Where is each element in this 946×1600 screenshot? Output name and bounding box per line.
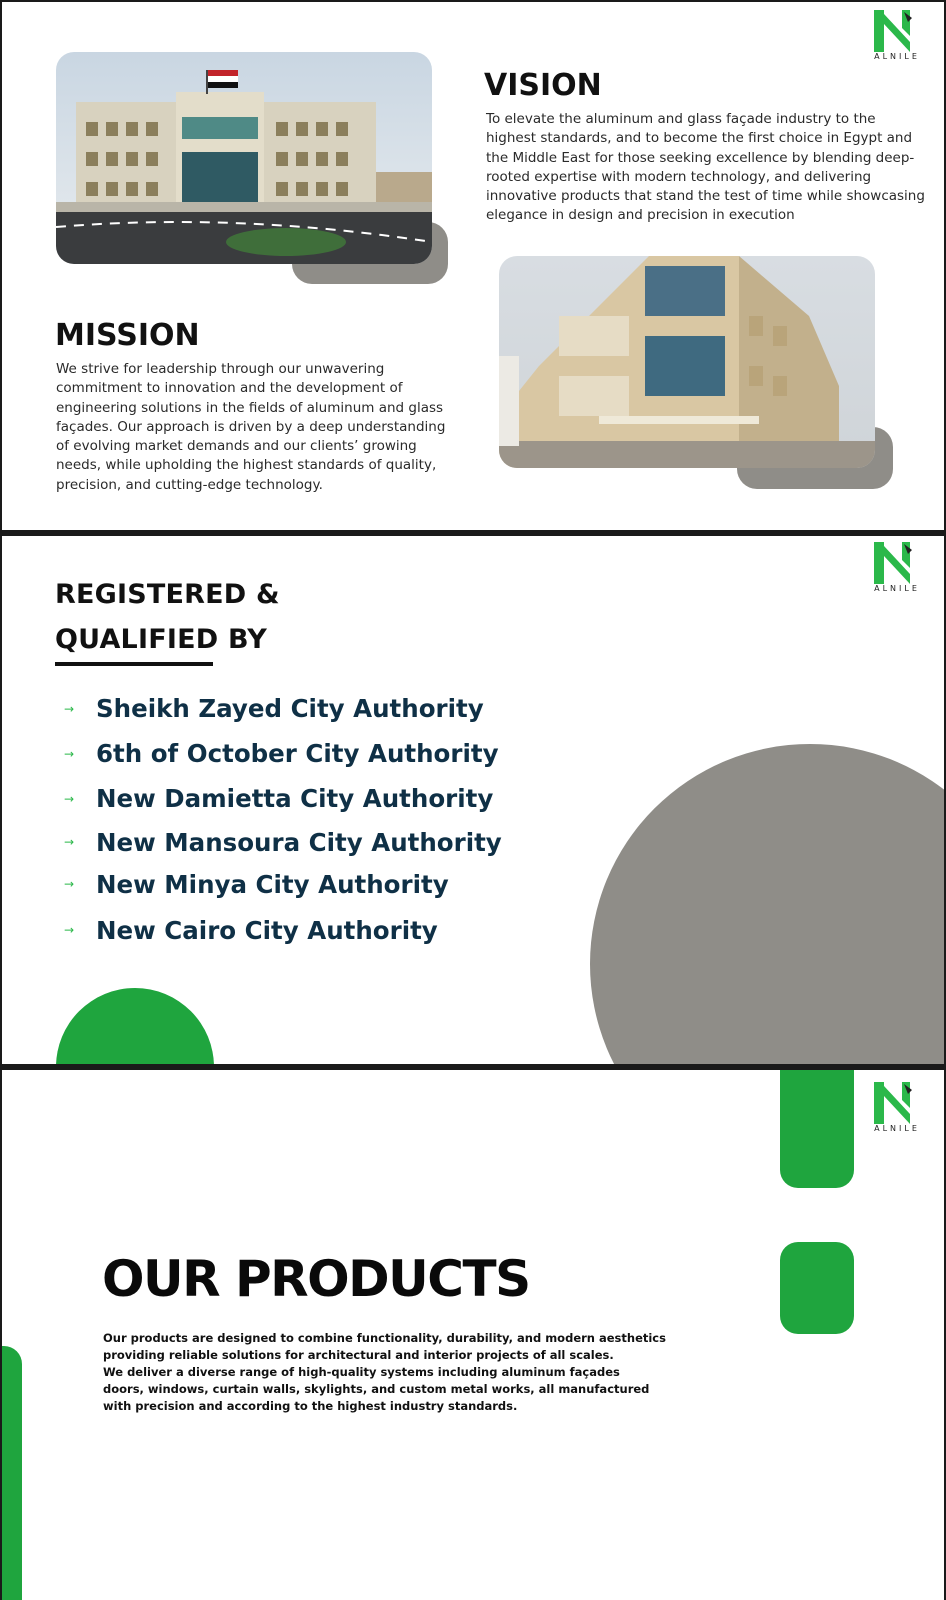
decorative-circle	[590, 744, 944, 1064]
vision-heading: VISION	[484, 68, 602, 103]
decorative-green-bar	[780, 1242, 854, 1334]
list-item	[58, 905, 502, 955]
building-photo	[499, 256, 875, 468]
decorative-green-bar	[780, 1070, 854, 1188]
arrow-right-icon: →	[64, 746, 75, 761]
authority-label: 6th of October City Authority	[96, 739, 499, 768]
list-item	[58, 863, 502, 905]
vision-mission-slide	[2, 2, 944, 530]
arrow-right-icon: →	[64, 701, 75, 716]
alnile-logo-icon	[864, 10, 930, 74]
mission-text: We strive for leadership through our unwavering commitment to innovation and the development of engineering solutions in the fields of aluminum and glass façades. Our approach is driven by a deep understanding of evolving market demands and our clients’ growing needs, while upholding the highest standards of quality, precision, and cutting-edge technology.	[56, 361, 446, 493]
authority-label: Sheikh Zayed City Authority	[96, 694, 484, 723]
registered-title	[55, 572, 280, 662]
logo-text: ALNILE	[874, 1124, 920, 1133]
authority-label: New Minya City Authority	[96, 869, 449, 899]
decorative-green-bar	[2, 1346, 22, 1600]
alnile-logo-icon	[864, 1082, 930, 1146]
products-line: Our products are designed to combine functionality, durability, and modern aesthetics	[103, 1331, 666, 1345]
logo-text: ALNILE	[874, 52, 920, 61]
authority-list	[58, 686, 502, 955]
products-line: We deliver a diverse range of high-quality systems including aluminum façades	[103, 1365, 620, 1379]
products-line: providing reliable solutions for architectural and interior projects of all scales.	[103, 1348, 614, 1362]
arrow-right-icon: →	[64, 791, 75, 806]
logo-text: ALNILE	[874, 584, 920, 593]
products-line: with precision and according to the highest industry standards.	[103, 1399, 518, 1413]
registered-title-line2: QUALIFIED BY	[55, 624, 267, 655]
list-item	[58, 686, 502, 731]
decorative-green-circle	[56, 988, 214, 1064]
products-text	[103, 1330, 703, 1415]
list-item	[58, 821, 502, 863]
arrow-right-icon: →	[64, 835, 75, 849]
list-item	[58, 731, 502, 776]
building-photo	[56, 52, 432, 264]
title-underline	[55, 662, 213, 666]
vision-text: To elevate the aluminum and glass façade industry to the highest standards, and to become the first choice in Egypt and the Middle East for those seeking excellence by blending deep-rooted expertise with modern technology, and delivering innovative products that stand the test of time while showcasing elegance in design and precision in execution	[486, 111, 925, 224]
registered-title-line1: REGISTERED &	[55, 579, 280, 610]
alnile-logo-icon	[864, 542, 930, 606]
registered-slide	[2, 536, 944, 1064]
list-item	[58, 776, 502, 821]
products-slide	[2, 1070, 944, 1600]
products-title: OUR PRODUCTS	[102, 1250, 530, 1308]
arrow-right-icon: →	[64, 877, 75, 891]
mission-heading: MISSION	[55, 318, 200, 353]
products-line: doors, windows, curtain walls, skylights, and custom metal works, all manufactured	[103, 1382, 650, 1396]
authority-label: New Damietta City Authority	[96, 784, 494, 813]
authority-label: New Mansoura City Authority	[96, 827, 502, 857]
arrow-right-icon: →	[64, 923, 75, 937]
authority-label: New Cairo City Authority	[96, 915, 438, 945]
